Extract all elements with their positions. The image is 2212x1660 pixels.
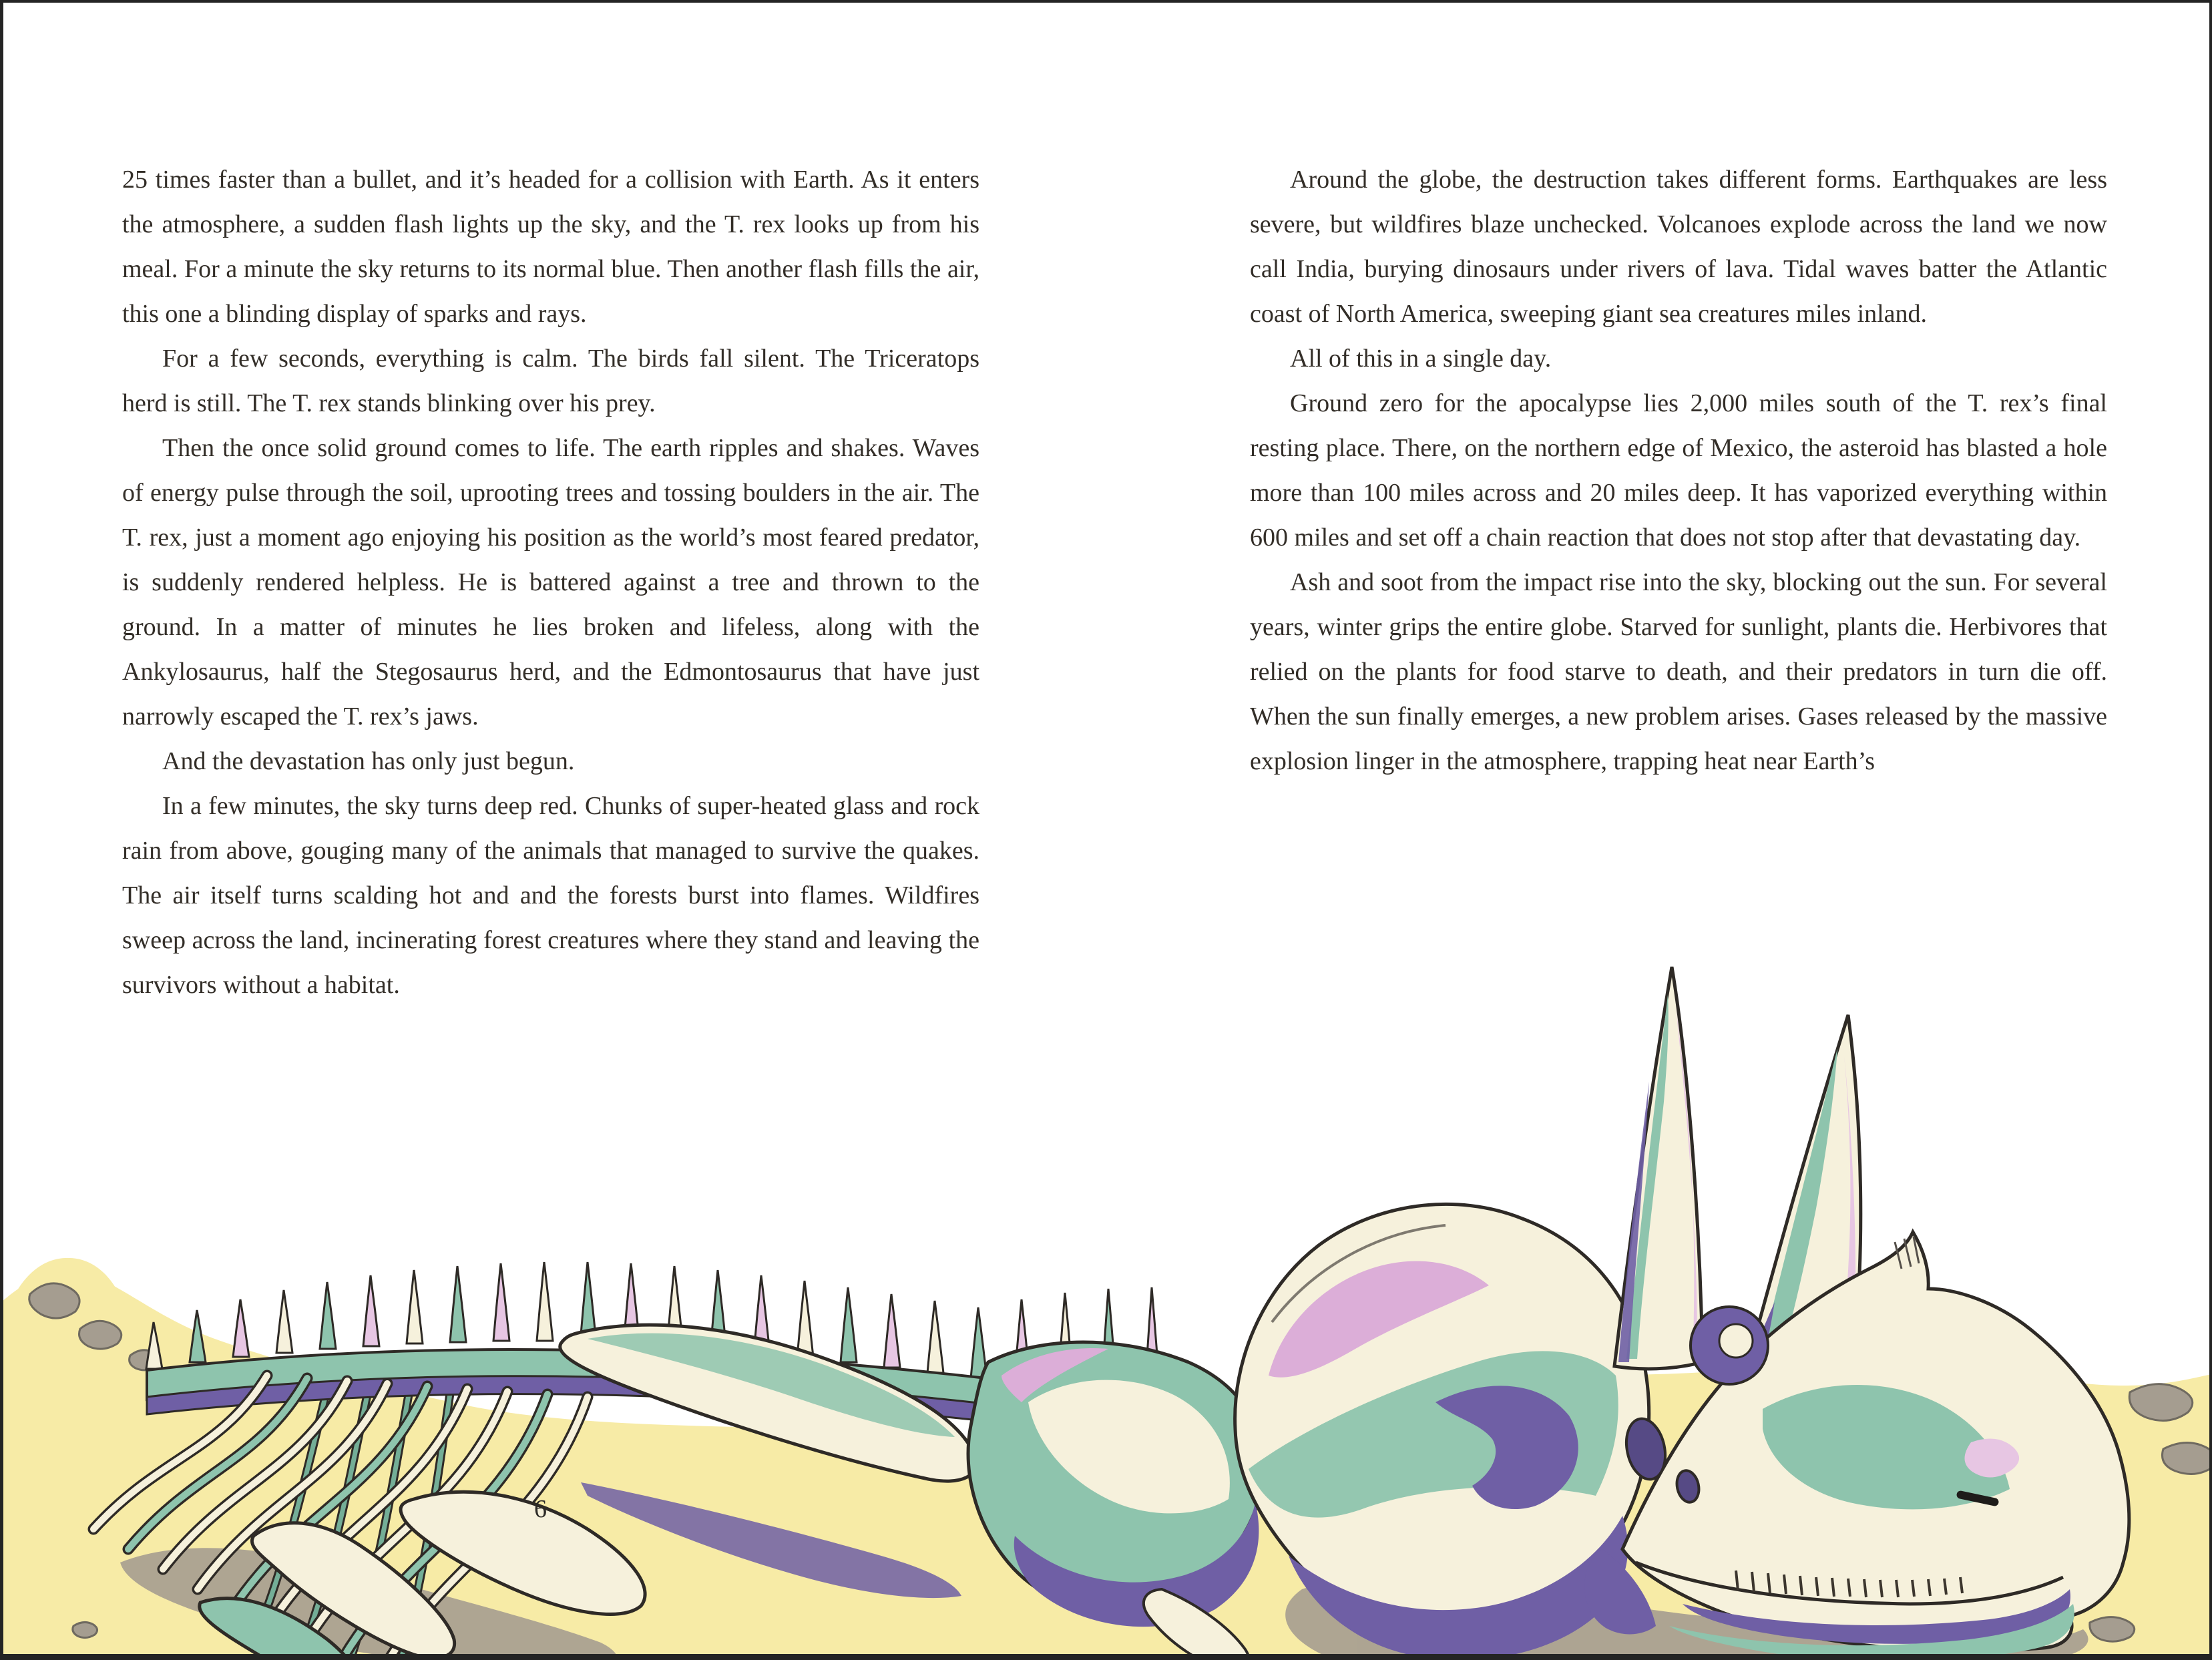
paragraph: Then the once solid ground comes to life. The earth ripples and shakes. Waves of energy pulse through the soil, uprooting trees and tossing boulders in the air. The T. rex, just a moment ago enjoying his position as the world’s most feared predator, is suddenly rendered helpless. He is battered against a tree and thrown to the ground. In a matter of minutes he lies broken and lifeless, along with the Ankylosaurus, half the Stegosaurus herd, and the Edmontosaurus that have just narrowly escaped the T. rex’s jaws.: [122, 434, 979, 731]
page-border-left: [0, 0, 3, 1660]
page-border-right: [2209, 0, 2212, 1660]
paragraph: For a few seconds, everything is calm. The birds fall silent. The Triceratops herd is still. The T. rex stands blinking over his prey.: [122, 345, 979, 417]
paragraph: In a few minutes, the sky turns deep red. Chunks of super-heated glass and rock rain from above, gouging many of the animals that managed to survive the quakes. The air itself turns scalding hot and and the forests burst into flames. Wildfires sweep across the land, incinerating forest creatures where they stand and leaving the survivors without a habitat.: [122, 792, 979, 999]
paragraph: 25 times faster than a bullet, and it’s headed for a collision with Earth. As it enters the atmosphere, a sudden flash lights up the sky, and the T. rex looks up from his meal. For a minute the sky returns to its normal blue. Then another flash fills the air, this one a blinding display of sparks and rays.: [122, 166, 979, 328]
skeleton-skull: [1235, 967, 2129, 1660]
triceratops-skeleton-illustration: [0, 895, 2212, 1660]
column-left: [122, 158, 979, 1008]
paragraph: And the devastation has only just begun.: [162, 747, 575, 775]
paragraph: All of this in a single day.: [1290, 345, 1552, 373]
paragraph: Around the globe, the destruction takes different forms. Earthquakes are less severe, but wildfires blaze unchecked. Volcanoes explode across the land we now call India, burying dinosaurs under rivers of lava. Tidal waves batter the Atlantic coast of North America, sweeping giant sea creatures miles inland.: [1250, 166, 2107, 328]
page-border-bottom: [0, 1654, 2212, 1660]
paragraph: Ground zero for the apocalypse lies 2,000 miles south of the T. rex’s final resting place. There, on the northern edge of Mexico, the asteroid has blasted a hole more than 100 miles across and 20 miles deep. It has vaporized everything within 600 miles and set off a chain reaction that does not stop after that devastating day.: [1250, 389, 2107, 552]
horn-front: [1614, 967, 1703, 1369]
page-number: 6: [534, 1495, 547, 1523]
page-border-top: [0, 0, 2212, 3]
column-right: [1250, 158, 2107, 784]
paragraph: Ash and soot from the impact rise into the sky, blocking out the sun. For several years, winter grips the entire globe. Starved for sunlight, plants die. Herbivores that relied on the plants for food starve to death, and their predators in turn die off. When the sun finally emerges, a new problem arises. Gases released by the massive explosion linger in the atmosphere, trapping heat near Earth’s: [1250, 568, 2107, 775]
